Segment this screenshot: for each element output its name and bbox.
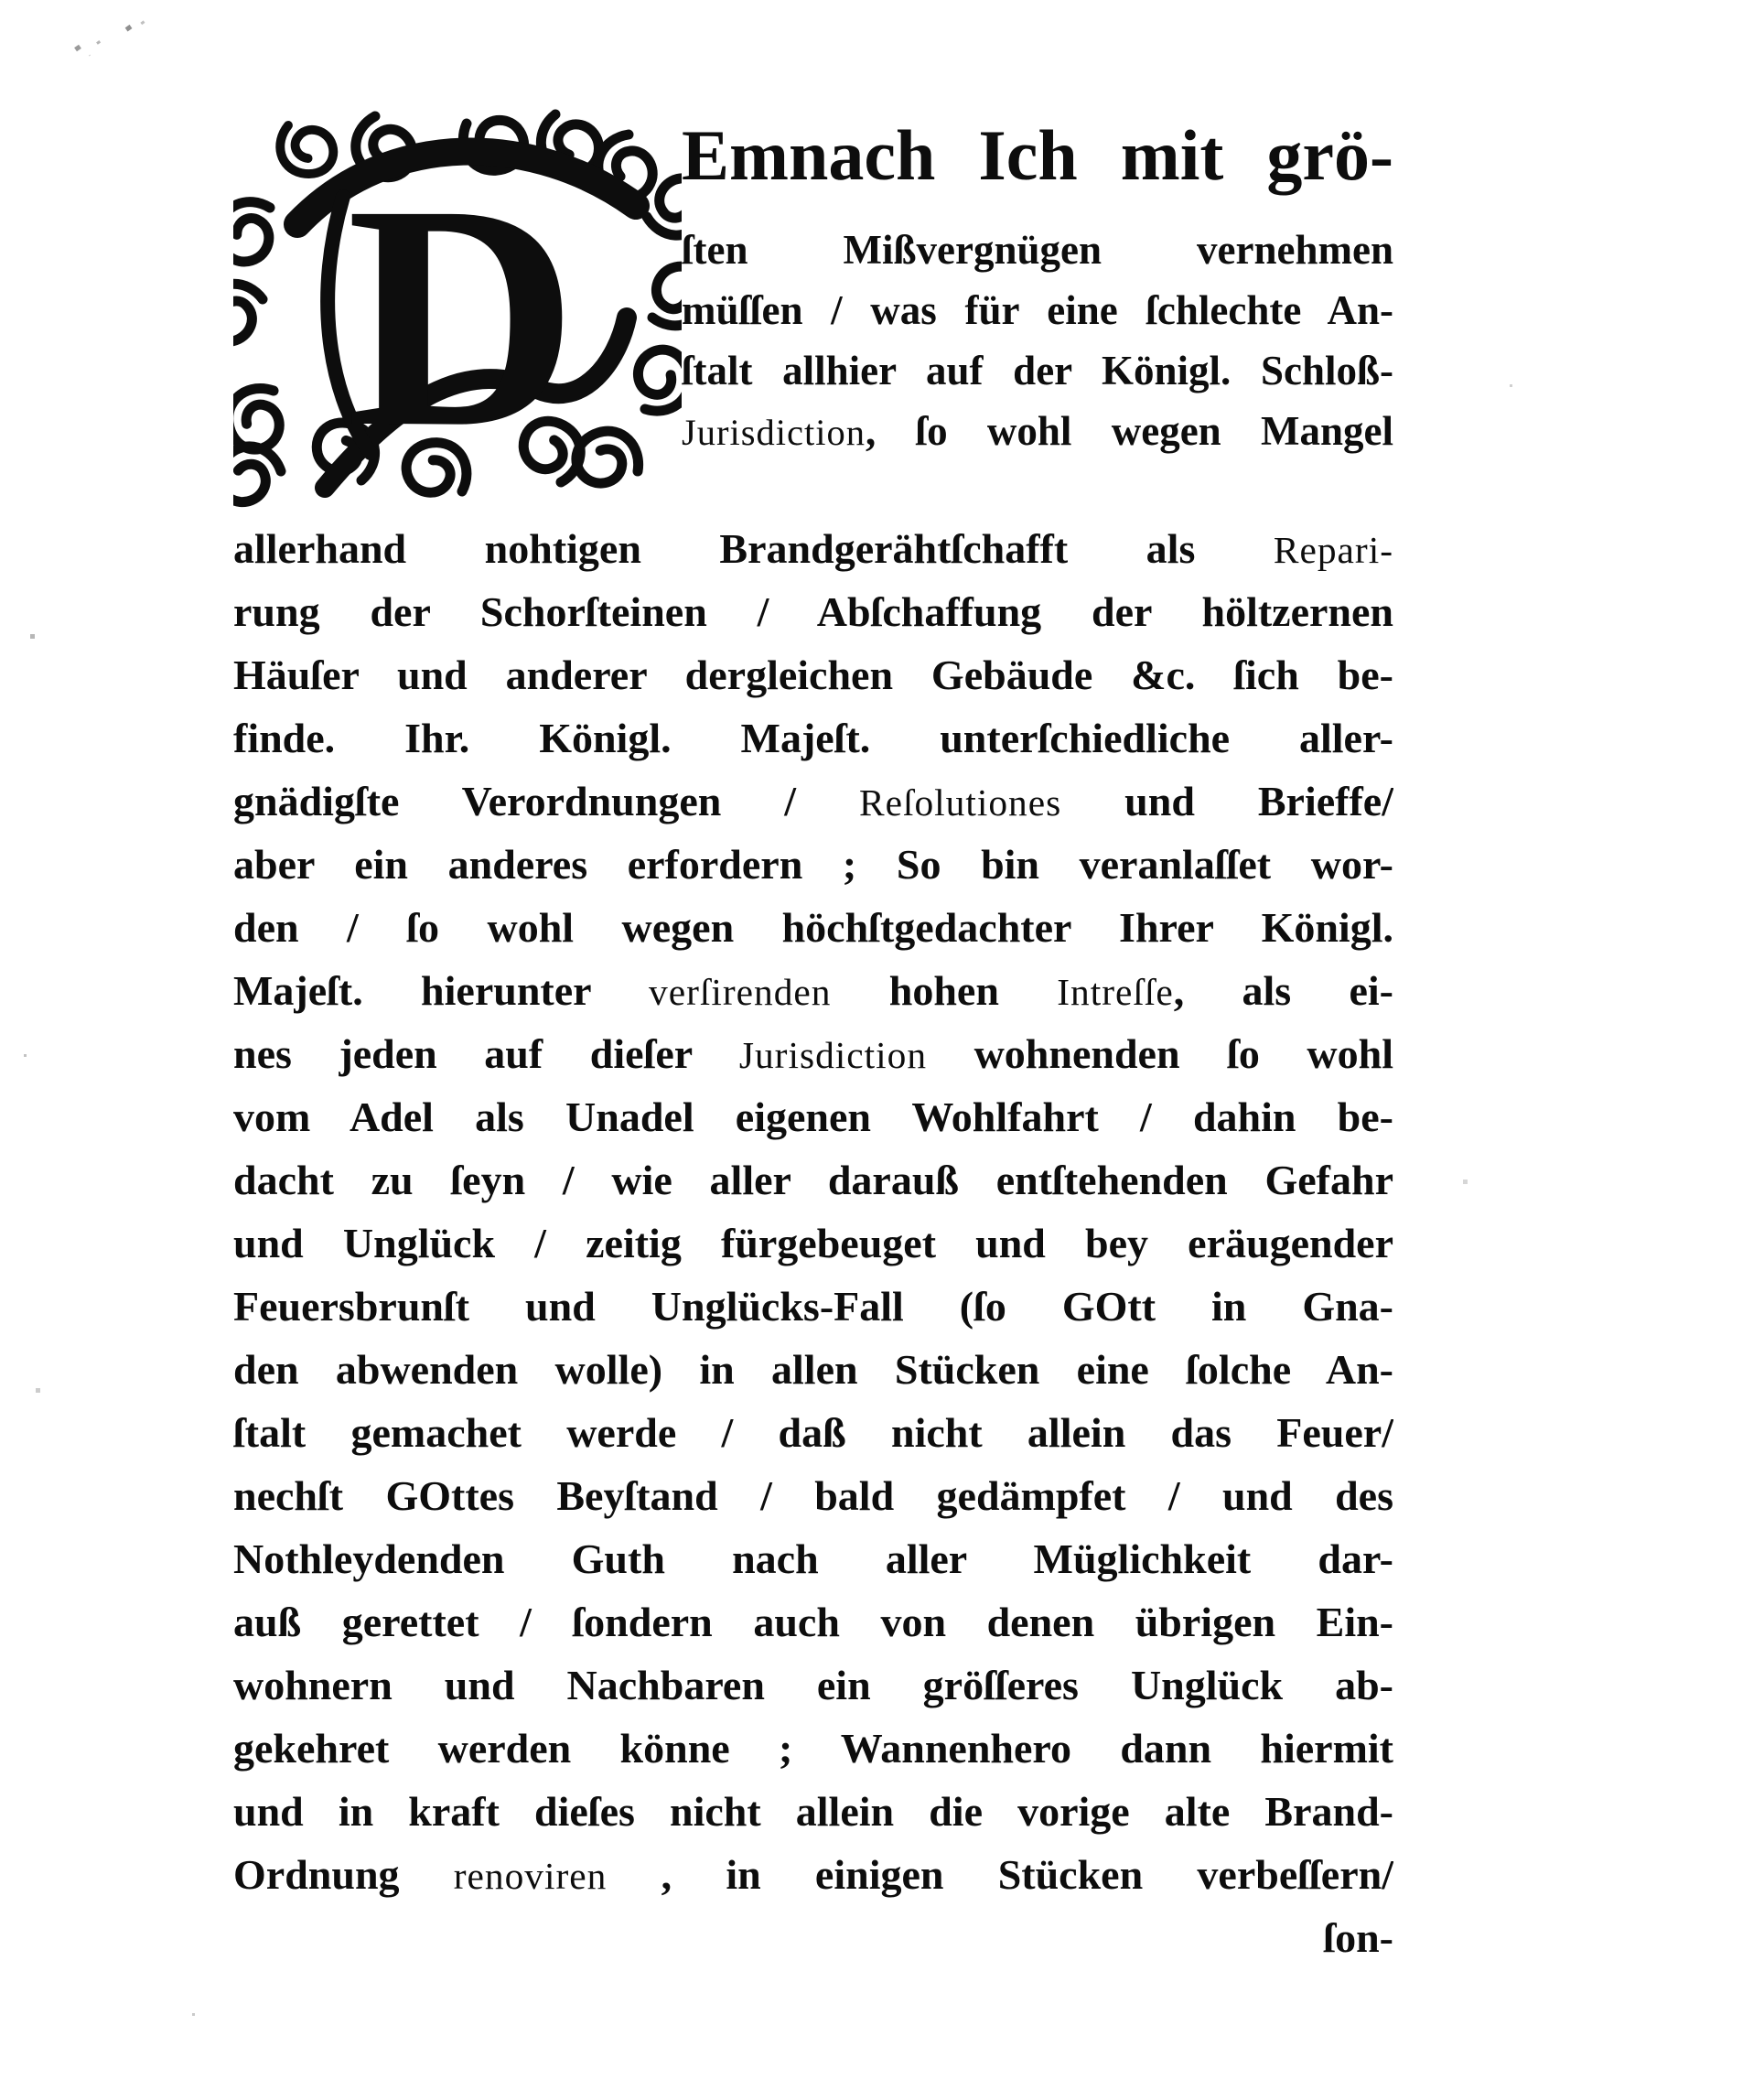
text-line: wohnern und Nachbaren ein gröſſeres Unglück ab- xyxy=(233,1662,1393,1708)
text-line: ſtalt gemachet werde / daß nicht allein das Feuer/ xyxy=(233,1409,1393,1456)
catchword: ſon- xyxy=(1323,1914,1393,1961)
text-line: aber ein anderes erfordern ; So bin veranlaſſet wor- xyxy=(233,841,1393,888)
text-line: Emnach Ich mit grö- xyxy=(682,115,1393,195)
text-line: allerhand nohtigen Brandgerähtſchafft als Repari- xyxy=(233,525,1393,572)
text-line: müſſen / was für eine ſchlechte An- xyxy=(682,287,1393,333)
text-line: den / ſo wohl wegen höchſtgedachter Ihrer Königl. xyxy=(233,904,1393,951)
text-line: auß gerettet / ſondern auch von denen übrigen Ein- xyxy=(233,1599,1393,1645)
text-line: Feuersbrunſt und Unglücks-Fall (ſo GOtt in Gna- xyxy=(233,1283,1393,1330)
text-line: ſten Mißvergnügen vernehmen xyxy=(682,227,1393,273)
text-line: finde. Ihr. Königl. Majeſt. unterſchiedliche aller- xyxy=(233,715,1393,761)
text-line: Nothleydenden Guth nach aller Müglichkeit dar- xyxy=(233,1535,1393,1582)
text-line: vom Adel als Unadel eigenen Wohlfahrt / dahin be- xyxy=(233,1093,1393,1140)
text-line: Häuſer und anderer dergleichen Gebäude &c. ſich be- xyxy=(233,652,1393,698)
text-line: Majeſt. hierunter verſirenden hohen Intreſſe, als ei- xyxy=(233,967,1393,1014)
text-line: ſtalt allhier auf der Königl. Schloß- xyxy=(682,348,1393,393)
ornate-initial-d xyxy=(233,87,682,517)
text-line: Ordnung renoviren , in einigen Stücken verbeſſern/ xyxy=(233,1851,1393,1898)
text-line: Jurisdiction, ſo wohl wegen Mangel xyxy=(682,408,1393,454)
woodcut-initial-icon xyxy=(233,87,682,517)
text-line: und in kraft dieſes nicht allein die vorige alte Brand- xyxy=(233,1788,1393,1835)
print-specks xyxy=(0,0,3,3)
text-line: nes jeden auf dieſer Jurisdiction wohnenden ſo wohl xyxy=(233,1030,1393,1077)
text-line: nechſt GOttes Beyſtand / bald gedämpfet / und des xyxy=(233,1472,1393,1519)
initial-letter: D xyxy=(346,138,578,493)
text-line: gnädigſte Verordnungen / Reſolutiones und Brieffe/ xyxy=(233,778,1393,824)
margin-pencil-marks xyxy=(74,45,81,52)
text-line: rung der Schorſteinen / Abſchaffung der höltzernen xyxy=(233,588,1393,635)
text-block xyxy=(233,87,1393,1969)
text-line: den abwenden wolle) in allen Stücken eine ſolche An- xyxy=(233,1346,1393,1393)
text-line: dacht zu ſeyn / wie aller darauß entſtehenden Gefahr xyxy=(233,1157,1393,1203)
text-line: und Unglück / zeitig fürgebeuget und bey eräugender xyxy=(233,1220,1393,1266)
text-line: gekehret werden könne ; Wannenhero dann hiermit xyxy=(233,1725,1393,1772)
